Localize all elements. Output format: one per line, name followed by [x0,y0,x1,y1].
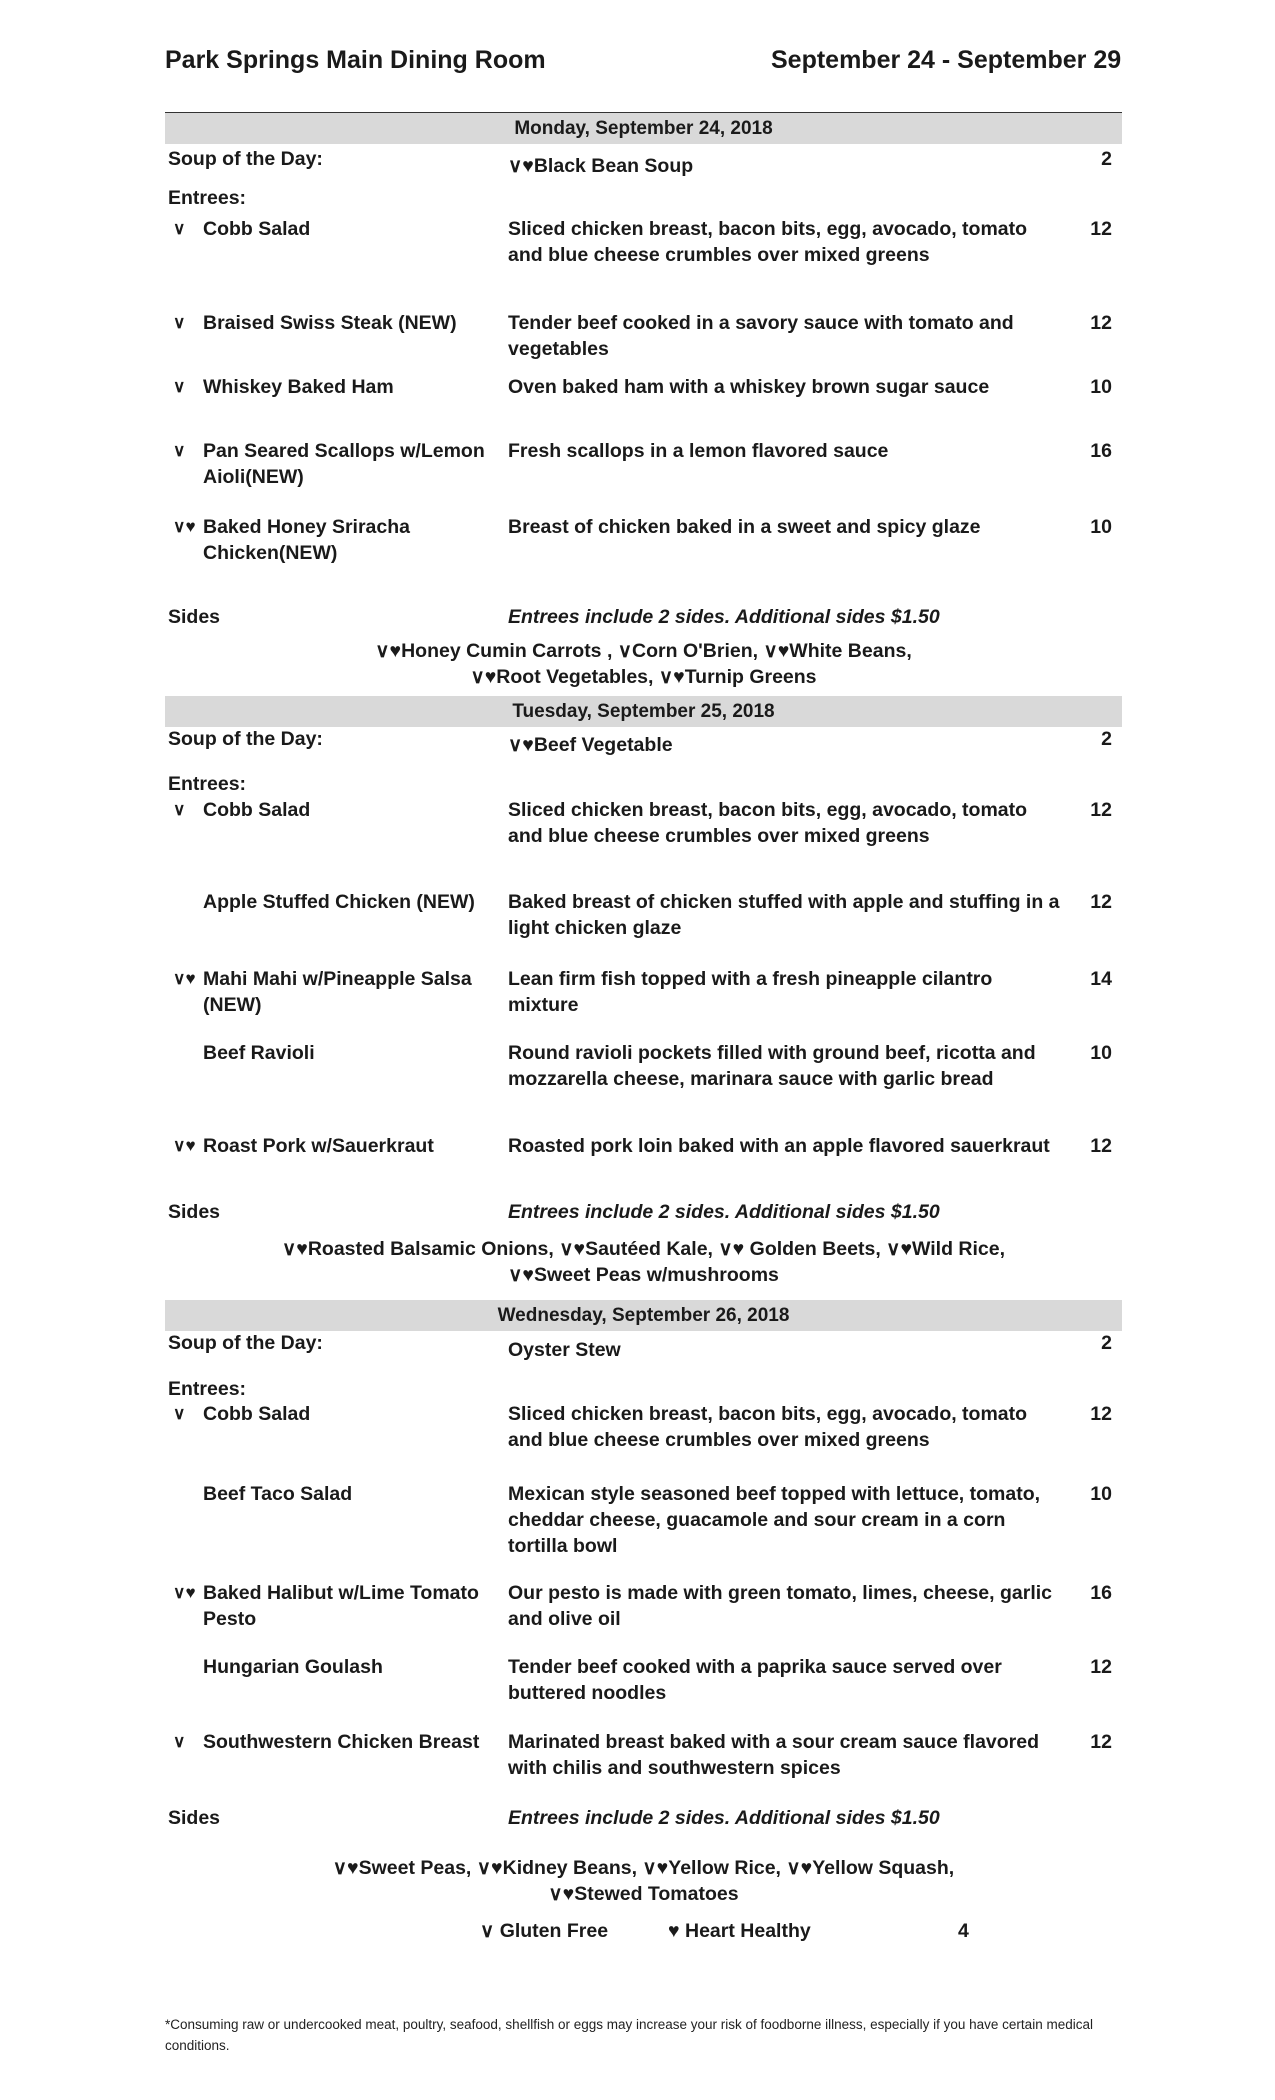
soup-price: 2 [1101,148,1112,170]
diet-marker: ∨♥ [173,1583,196,1602]
sides-list-line: ∨♥Sweet Peas, ∨♥Kidney Beans, ∨♥Yellow Rice, ∨♥Yellow Squash, [332,1857,955,1879]
entree-description: Breast of chicken baked in a sweet and spicy glaze [508,516,981,538]
entrees-label: Entrees: [168,187,247,209]
soup-price: 2 [1101,728,1112,750]
entree-price: 12 [1090,1403,1112,1425]
page-title: Park Springs Main Dining Room [165,46,546,74]
entree-name: Baked Honey Sriracha Chicken(NEW) [203,516,411,564]
food-safety-disclaimer: *Consuming raw or undercooked meat, poultry, seafood, shellfish or eggs may increase your risk of foodborne illness, especially if you have certain medical conditions. [165,2017,1093,2053]
entree-price: 10 [1090,376,1112,398]
diet-marker: ∨ [173,1732,186,1751]
sides-note: Entrees include 2 sides. Additional sides $1.50 [508,606,940,628]
entree-description: Round ravioli pockets filled with ground beef, ricotta and mozzarella cheese, marinara sauce with garlic bread [508,1042,1036,1090]
entree-price: 10 [1090,1042,1112,1064]
sides-label: Sides [168,1201,221,1223]
diet-marker: ∨ [173,441,186,460]
entree-price: 16 [1090,1582,1112,1604]
sides-label: Sides [168,606,221,628]
entree-price: 12 [1090,799,1112,821]
sides-list-line: ∨♥Root Vegetables, ∨♥Turnip Greens [470,666,817,688]
entrees-label: Entrees: [168,773,247,795]
soup-name: ∨♥Black Bean Soup [508,155,694,177]
soup-label: Soup of the Day: [168,728,323,750]
entree-description: Fresh scallops in a lemon flavored sauce [508,440,889,462]
soup-name: Oyster Stew [508,1339,621,1361]
entree-name: Cobb Salad [203,218,311,240]
entree-price: 12 [1090,218,1112,240]
entree-price: 12 [1090,891,1112,913]
entree-name: Cobb Salad [203,799,311,821]
day-title: Wednesday, September 26, 2018 [165,1300,1122,1331]
entree-price: 14 [1090,968,1112,990]
entree-price: 16 [1090,440,1112,462]
entree-description: Sliced chicken breast, bacon bits, egg, avocado, tomato and blue cheese crumbles over mixed greens [508,218,1028,266]
diet-marker: ∨ [173,219,186,238]
soup-label: Soup of the Day: [168,1332,323,1354]
entree-name: Beef Taco Salad [203,1483,353,1505]
entree-description: Tender beef cooked with a paprika sauce served over buttered noodles [508,1656,1002,1704]
entree-price: 10 [1090,1483,1112,1505]
entree-description: Oven baked ham with a whiskey brown sugar sauce [508,376,990,398]
entree-description: Tender beef cooked in a savory sauce with tomato and vegetables [508,312,1014,360]
day-section-wednesday [165,1300,1122,1912]
entree-price: 10 [1090,516,1112,538]
diet-marker: ∨ [173,1404,186,1423]
entree-description: Marinated breast baked with a sour cream sauce flavored with chilis and southwestern spices [508,1731,1040,1779]
diet-marker: ∨ [173,800,186,819]
entree-name: Hungarian Goulash [203,1656,383,1678]
sides-note: Entrees include 2 sides. Additional sides $1.50 [508,1201,940,1223]
entree-price: 12 [1090,1731,1112,1753]
diet-marker: ∨♥ [173,969,196,988]
entree-description: Roasted pork loin baked with an apple flavored sauerkraut [508,1135,1050,1157]
sides-list-line: ∨♥Roasted Balsamic Onions, ∨♥Sautéed Kale, ∨♥ Golden Beets, ∨♥Wild Rice, [281,1238,1006,1260]
entree-price: 12 [1090,312,1112,334]
day-title: Tuesday, September 25, 2018 [165,696,1122,727]
sides-label: Sides [168,1807,221,1829]
entree-description: Mexican style seasoned beef topped with lettuce, tomato, cheddar cheese, guacamole and sour cream in a corn tortilla bowl [508,1483,1041,1557]
entree-name: Braised Swiss Steak (NEW) [203,312,457,334]
page-number: 4 [958,1920,969,1942]
entree-name: Roast Pork w/Sauerkraut [203,1135,434,1157]
soup-name: ∨♥Beef Vegetable [508,734,673,756]
diet-marker: ∨ [173,377,186,396]
entrees-label: Entrees: [168,1378,247,1400]
entree-name: Cobb Salad [203,1403,311,1425]
entree-name: Whiskey Baked Ham [203,376,394,398]
sides-list-line: ∨♥Honey Cumin Carrots , ∨Corn O'Brien, ∨♥White Beans, [375,640,912,662]
sides-list-line: ∨♥Stewed Tomatoes [548,1883,739,1905]
day-title: Monday, September 24, 2018 [165,113,1122,144]
entree-description: Sliced chicken breast, bacon bits, egg, avocado, tomato and blue cheese crumbles over mixed greens [508,799,1028,847]
legend-gluten-free: ∨ Gluten Free [480,1920,609,1942]
entree-description: Our pesto is made with green tomato, limes, cheese, garlic and olive oil [508,1582,1053,1630]
day-section-tuesday [165,696,1122,1292]
sides-note: Entrees include 2 sides. Additional sides $1.50 [508,1807,940,1829]
soup-label: Soup of the Day: [168,148,323,170]
entree-price: 12 [1090,1135,1112,1157]
sides-list-line: ∨♥Sweet Peas w/mushrooms [508,1264,779,1286]
legend-heart-healthy: ♥ Heart Healthy [668,1920,811,1942]
diet-marker: ∨ [173,313,186,332]
entree-description: Sliced chicken breast, bacon bits, egg, avocado, tomato and blue cheese crumbles over mixed greens [508,1403,1028,1451]
entree-name: Apple Stuffed Chicken (NEW) [203,891,475,913]
entree-description: Baked breast of chicken stuffed with apple and stuffing in a light chicken glaze [508,891,1060,939]
day-section-monday [165,112,1122,689]
entree-name: Baked Halibut w/Lime Tomato Pesto [203,1582,479,1630]
diet-marker: ∨♥ [173,1136,196,1155]
soup-price: 2 [1101,1332,1112,1354]
entree-description: Lean firm fish topped with a fresh pineapple cilantro mixture [508,968,993,1016]
entree-name: Pan Seared Scallops w/Lemon Aioli(NEW) [203,440,485,488]
entree-name: Mahi Mahi w/Pineapple Salsa (NEW) [203,968,472,1016]
diet-marker: ∨♥ [173,517,196,536]
entree-name: Beef Ravioli [203,1042,315,1064]
entree-price: 12 [1090,1656,1112,1678]
date-range: September 24 - September 29 [771,46,1122,74]
entree-name: Southwestern Chicken Breast [203,1731,480,1753]
